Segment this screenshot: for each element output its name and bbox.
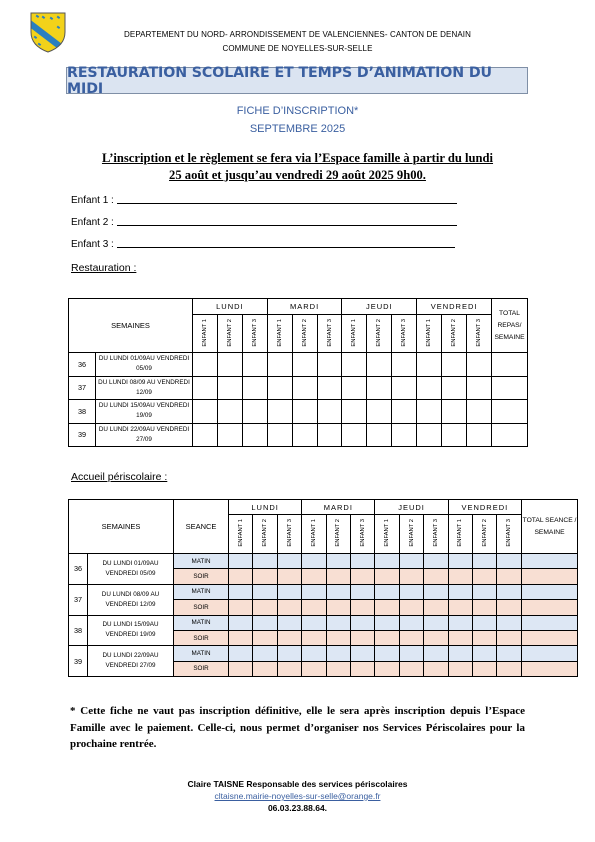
enfant-1-label: Enfant 1 : [71, 195, 114, 206]
input-cell[interactable] [367, 423, 392, 447]
table-row [69, 353, 528, 377]
input-cell[interactable] [342, 353, 367, 377]
input-cell[interactable] [253, 600, 277, 615]
input-cell[interactable] [253, 630, 277, 645]
enfant-col-header [417, 315, 442, 353]
semaines-header: SEMAINES [69, 299, 193, 353]
day-header-jeudi: JEUDI [342, 299, 417, 315]
input-cell[interactable] [302, 661, 326, 676]
input-cell[interactable] [417, 353, 442, 377]
table-row-matin [69, 615, 578, 630]
input-cell[interactable] [317, 400, 342, 424]
enfant-col-label: ENFANT 1 [351, 318, 358, 347]
seance-header: SEANCE [174, 500, 229, 554]
input-cell[interactable] [375, 569, 399, 584]
total-seance-header: TOTAL SEANCE / SEMAINE [522, 500, 578, 554]
input-cell[interactable] [326, 600, 350, 615]
week-period: DU LUNDI 01/09AU VENDREDI 05/09 [88, 554, 174, 585]
enfant-3-field[interactable] [71, 239, 455, 250]
enfant-col-header [448, 515, 472, 554]
week-number: 38 [69, 400, 96, 424]
input-cell[interactable] [522, 569, 578, 584]
input-cell[interactable] [267, 400, 292, 424]
enfant-col-header [392, 315, 417, 353]
input-cell[interactable] [193, 400, 218, 424]
input-cell[interactable] [253, 554, 277, 569]
input-cell[interactable] [193, 353, 218, 377]
input-cell[interactable] [326, 584, 350, 599]
input-cell[interactable] [497, 600, 522, 615]
input-cell[interactable] [277, 569, 301, 584]
input-cell[interactable] [392, 353, 417, 377]
input-cell[interactable] [326, 569, 350, 584]
input-cell[interactable] [267, 353, 292, 377]
enfant-1-field[interactable] [71, 195, 457, 206]
input-cell[interactable] [367, 353, 392, 377]
week-number: 39 [69, 646, 88, 677]
input-cell[interactable] [351, 646, 375, 661]
input-cell[interactable] [442, 423, 467, 447]
input-cell[interactable] [497, 554, 522, 569]
table-row-matin [69, 646, 578, 661]
input-cell[interactable] [448, 569, 472, 584]
input-cell[interactable] [473, 615, 497, 630]
input-cell[interactable] [448, 615, 472, 630]
input-cell[interactable] [302, 630, 326, 645]
input-cell[interactable] [193, 376, 218, 400]
enfant-col-header [466, 315, 491, 353]
input-cell[interactable] [242, 353, 267, 377]
enfant-col-header [351, 515, 375, 554]
input-cell[interactable] [302, 600, 326, 615]
input-cell[interactable] [497, 661, 522, 676]
signature-email-link[interactable]: cltaisne.mairie-noyelles-sur-selle@orange.fr [214, 791, 381, 801]
input-cell[interactable] [442, 400, 467, 424]
input-cell[interactable] [253, 615, 277, 630]
input-cell[interactable] [253, 584, 277, 599]
enfant-col-label: ENFANT 2 [301, 318, 308, 347]
input-cell[interactable] [497, 584, 522, 599]
table-row [69, 400, 528, 424]
periscolaire-title: Accueil périscolaire : [71, 471, 168, 483]
input-cell[interactable] [253, 646, 277, 661]
input-cell[interactable] [367, 400, 392, 424]
input-cell[interactable] [417, 376, 442, 400]
enfant-col-label: ENFANT 3 [251, 318, 258, 347]
input-cell[interactable] [229, 554, 253, 569]
semaines-header-2: SEMAINES [69, 500, 174, 554]
enfant-col-label: ENFANT 2 [262, 519, 269, 547]
input-cell[interactable] [292, 353, 317, 377]
input-cell[interactable] [522, 600, 578, 615]
enfant-col-header [317, 315, 342, 353]
day-header-lundi: LUNDI [193, 299, 268, 315]
input-cell[interactable] [277, 661, 301, 676]
input-cell[interactable] [522, 630, 578, 645]
input-cell[interactable] [229, 600, 253, 615]
input-cell[interactable] [342, 400, 367, 424]
table-row [69, 376, 528, 400]
input-cell[interactable] [342, 423, 367, 447]
week-number: 39 [69, 423, 96, 447]
input-cell[interactable] [399, 600, 423, 615]
header-line-1: DEPARTEMENT DU NORD- ARRONDISSEMENT DE VALENCIENNES- CANTON DE DENAIN [124, 30, 471, 39]
input-cell[interactable] [392, 423, 417, 447]
input-cell[interactable] [473, 600, 497, 615]
input-cell[interactable] [375, 661, 399, 676]
input-cell[interactable] [317, 423, 342, 447]
input-cell[interactable] [399, 615, 423, 630]
input-cell[interactable] [399, 646, 423, 661]
title-banner: RESTAURATION SCOLAIRE ET TEMPS D’ANIMATION DU MIDI [66, 67, 528, 94]
enfant-col-label: ENFANT 3 [401, 318, 408, 347]
input-cell[interactable] [466, 423, 491, 447]
input-cell[interactable] [417, 400, 442, 424]
input-cell[interactable] [473, 554, 497, 569]
seance-matin: MATIN [174, 554, 229, 569]
day-header-lundi-2: LUNDI [229, 500, 302, 515]
day-header-jeudi-2: JEUDI [375, 500, 448, 515]
input-cell[interactable] [522, 615, 578, 630]
input-cell[interactable] [375, 554, 399, 569]
enfant-col-label: ENFANT 3 [326, 318, 333, 347]
notice-line-2: 25 août et jusqu’au vendredi 29 août 2025 9h00. [169, 168, 426, 182]
enfant-col-header [375, 515, 399, 554]
input-cell[interactable] [497, 615, 522, 630]
seance-matin: MATIN [174, 615, 229, 630]
enfant-col-label: ENFANT 2 [408, 519, 415, 547]
input-cell[interactable] [492, 376, 528, 400]
enfant-col-label: ENFANT 1 [384, 519, 391, 547]
seance-soir: SOIR [174, 600, 229, 615]
input-cell[interactable] [342, 376, 367, 400]
input-cell[interactable] [399, 584, 423, 599]
input-cell[interactable] [497, 646, 522, 661]
input-cell[interactable] [277, 646, 301, 661]
week-period: DU LUNDI 15/09AU VENDREDI 19/09 [88, 615, 174, 646]
enfant-col-label: ENFANT 3 [359, 519, 366, 547]
enfant-col-header [302, 515, 326, 554]
enfant-col-header [267, 315, 292, 353]
enfant-col-header [193, 315, 218, 353]
input-cell[interactable] [277, 554, 301, 569]
week-number: 37 [69, 584, 88, 615]
week-period: DU LUNDI 01/09AU VENDREDI 05/09 [96, 353, 193, 377]
input-cell[interactable] [466, 376, 491, 400]
week-period: DU LUNDI 22/09AU VENDREDI 27/09 [96, 423, 193, 447]
input-cell[interactable] [302, 554, 326, 569]
week-number: 36 [69, 353, 96, 377]
input-cell[interactable] [217, 353, 242, 377]
enfant-col-label: ENFANT 1 [457, 519, 464, 547]
enfant-col-header [292, 315, 317, 353]
input-cell[interactable] [277, 615, 301, 630]
input-cell[interactable] [351, 630, 375, 645]
input-cell[interactable] [253, 661, 277, 676]
input-cell[interactable] [351, 661, 375, 676]
enfant-col-header [277, 515, 301, 554]
input-cell[interactable] [242, 400, 267, 424]
input-cell[interactable] [522, 646, 578, 661]
seance-matin: MATIN [174, 646, 229, 661]
input-cell[interactable] [442, 376, 467, 400]
input-cell[interactable] [242, 423, 267, 447]
enfant-col-label: ENFANT 3 [432, 519, 439, 547]
input-cell[interactable] [417, 423, 442, 447]
restauration-table [68, 298, 528, 447]
enfant-col-header [217, 315, 242, 353]
input-cell[interactable] [466, 353, 491, 377]
input-cell[interactable] [392, 400, 417, 424]
input-cell[interactable] [351, 554, 375, 569]
enfant-col-header [242, 315, 267, 353]
enfant-col-label: ENFANT 2 [226, 318, 233, 347]
input-cell[interactable] [326, 615, 350, 630]
input-cell[interactable] [277, 600, 301, 615]
enfant-3-label: Enfant 3 : [71, 239, 114, 250]
input-cell[interactable] [292, 376, 317, 400]
input-cell[interactable] [229, 661, 253, 676]
input-cell[interactable] [375, 615, 399, 630]
input-cell[interactable] [448, 584, 472, 599]
table-row-matin [69, 554, 578, 569]
input-cell[interactable] [473, 661, 497, 676]
total-repas-header: TOTAL REPAS/ SEMAINE [492, 299, 528, 353]
input-cell[interactable] [229, 569, 253, 584]
input-cell[interactable] [392, 376, 417, 400]
day-header-mardi-2: MARDI [302, 500, 375, 515]
fiche-title: FICHE D’INSCRIPTION* [236, 105, 359, 117]
enfant-col-header [367, 315, 392, 353]
enfant-col-header [326, 515, 350, 554]
input-cell[interactable] [424, 569, 448, 584]
input-cell[interactable] [497, 569, 522, 584]
input-cell[interactable] [466, 400, 491, 424]
input-cell[interactable] [326, 661, 350, 676]
week-period: DU LUNDI 08/09 AU VENDREDI 12/09 [88, 584, 174, 615]
input-cell[interactable] [522, 554, 578, 569]
input-cell[interactable] [229, 646, 253, 661]
input-cell[interactable] [326, 630, 350, 645]
signature-name: Claire TAISNE Responsable des services périscolaires [187, 779, 408, 789]
input-cell[interactable] [399, 554, 423, 569]
restauration-title: Restauration : [71, 262, 137, 274]
input-cell[interactable] [217, 400, 242, 424]
input-cell[interactable] [367, 376, 392, 400]
input-cell[interactable] [448, 661, 472, 676]
input-cell[interactable] [448, 646, 472, 661]
enfant-col-header [229, 515, 253, 554]
input-cell[interactable] [473, 569, 497, 584]
week-period: DU LUNDI 15/09AU VENDREDI 19/09 [96, 400, 193, 424]
month-title: SEPTEMBRE 2025 [249, 123, 346, 135]
enfant-col-header [424, 515, 448, 554]
input-cell[interactable] [292, 423, 317, 447]
input-cell[interactable] [375, 584, 399, 599]
input-cell[interactable] [492, 400, 528, 424]
input-cell[interactable] [375, 630, 399, 645]
input-cell[interactable] [473, 630, 497, 645]
enfant-col-header [342, 315, 367, 353]
table-row-matin [69, 584, 578, 599]
input-cell[interactable] [424, 630, 448, 645]
table-row [69, 423, 528, 447]
input-cell[interactable] [399, 630, 423, 645]
input-cell[interactable] [424, 615, 448, 630]
periscolaire-table [68, 499, 578, 677]
input-cell[interactable] [424, 661, 448, 676]
input-cell[interactable] [375, 646, 399, 661]
week-period: DU LUNDI 22/09AU VENDREDI 27/09 [88, 646, 174, 677]
input-cell[interactable] [522, 661, 578, 676]
week-number: 37 [69, 376, 96, 400]
input-cell[interactable] [448, 600, 472, 615]
input-cell[interactable] [302, 569, 326, 584]
input-cell[interactable] [292, 400, 317, 424]
input-cell[interactable] [424, 600, 448, 615]
input-cell[interactable] [326, 554, 350, 569]
enfant-col-header [442, 315, 467, 353]
notice-line-1: L’inscription et le règlement se fera via l’Espace famille à partir du lundi [101, 151, 494, 165]
day-header-mardi: MARDI [267, 299, 342, 315]
enfant-col-label: ENFANT 3 [506, 519, 513, 547]
input-cell[interactable] [217, 376, 242, 400]
input-cell[interactable] [351, 600, 375, 615]
signature-phone: 06.03.23.88.64. [267, 803, 328, 813]
input-cell[interactable] [193, 423, 218, 447]
week-number: 38 [69, 615, 88, 646]
input-cell[interactable] [302, 615, 326, 630]
input-cell[interactable] [424, 554, 448, 569]
input-cell[interactable] [229, 630, 253, 645]
day-header-vendredi: VENDREDI [417, 299, 492, 315]
input-cell[interactable] [492, 353, 528, 377]
input-cell[interactable] [326, 646, 350, 661]
enfant-2-field[interactable] [71, 217, 457, 228]
enfant-col-label: ENFANT 2 [376, 318, 383, 347]
input-cell[interactable] [351, 569, 375, 584]
signature-email-wrap [0, 791, 595, 801]
input-cell[interactable] [351, 615, 375, 630]
enfant-col-label: ENFANT 1 [426, 318, 433, 347]
seance-soir: SOIR [174, 569, 229, 584]
input-cell[interactable] [522, 584, 578, 599]
input-cell[interactable] [242, 376, 267, 400]
input-cell[interactable] [399, 661, 423, 676]
input-cell[interactable] [473, 584, 497, 599]
header-line-2: COMMUNE DE NOYELLES-SUR-SELLE [222, 44, 373, 53]
input-cell[interactable] [351, 584, 375, 599]
enfant-col-label: ENFANT 1 [276, 318, 283, 347]
input-cell[interactable] [442, 353, 467, 377]
enfant-2-label: Enfant 2 : [71, 217, 114, 228]
input-cell[interactable] [317, 376, 342, 400]
input-cell[interactable] [302, 646, 326, 661]
enfant-col-label: ENFANT 3 [475, 318, 482, 347]
footnote: * Cette fiche ne vaut pas inscription définitive, elle le sera après inscription depuis l’Espace Famille avec le paiement. Celle-ci, nous permet d’organiser nos Services Périscolaires pour la prochaine rentrée. [70, 705, 525, 750]
enfant-col-label: ENFANT 1 [310, 519, 317, 547]
enfant-col-header [497, 515, 522, 554]
input-cell[interactable] [229, 584, 253, 599]
enfant-col-header [473, 515, 497, 554]
input-cell[interactable] [302, 584, 326, 599]
enfant-col-label: ENFANT 2 [335, 519, 342, 547]
enfant-col-label: ENFANT 2 [451, 318, 458, 347]
enfant-col-label: ENFANT 1 [237, 519, 244, 547]
input-cell[interactable] [497, 630, 522, 645]
enfant-col-label: ENFANT 1 [201, 318, 208, 347]
enfant-col-header [253, 515, 277, 554]
input-cell[interactable] [424, 584, 448, 599]
input-cell[interactable] [253, 569, 277, 584]
enfant-col-label: ENFANT 3 [286, 519, 293, 547]
enfant-col-header [399, 515, 423, 554]
input-cell[interactable] [399, 569, 423, 584]
input-cell[interactable] [375, 600, 399, 615]
week-period: DU LUNDI 08/09 AU VENDREDI 12/09 [96, 376, 193, 400]
input-cell[interactable] [267, 423, 292, 447]
input-cell[interactable] [277, 584, 301, 599]
input-cell[interactable] [229, 615, 253, 630]
input-cell[interactable] [473, 646, 497, 661]
input-cell[interactable] [317, 353, 342, 377]
week-number: 36 [69, 554, 88, 585]
input-cell[interactable] [424, 646, 448, 661]
input-cell[interactable] [492, 423, 528, 447]
seance-soir: SOIR [174, 630, 229, 645]
input-cell[interactable] [448, 554, 472, 569]
input-cell[interactable] [277, 630, 301, 645]
day-header-vendredi-2: VENDREDI [448, 500, 521, 515]
input-cell[interactable] [267, 376, 292, 400]
input-cell[interactable] [217, 423, 242, 447]
enfant-col-label: ENFANT 2 [481, 519, 488, 547]
input-cell[interactable] [448, 630, 472, 645]
seance-soir: SOIR [174, 661, 229, 676]
seance-matin: MATIN [174, 584, 229, 599]
